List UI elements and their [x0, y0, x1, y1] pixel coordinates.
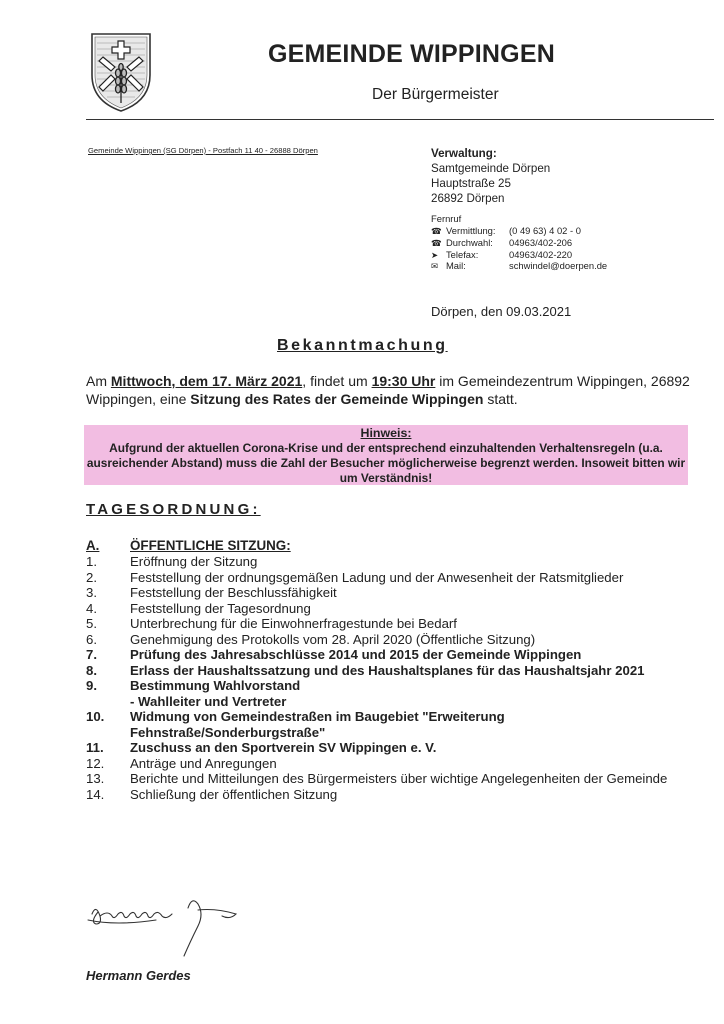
notice-box — [84, 425, 688, 485]
intro-text: im Gemeindezentrum Wippingen, 26892 Wippingen, eine — [86, 373, 690, 407]
contact-value: (0 49 63) 4 02 - 0 — [509, 225, 581, 236]
page-title: GEMEINDE WIPPINGEN — [268, 40, 555, 68]
agenda-item-number: 9. — [86, 678, 97, 693]
agenda-item-text: Widmung von Gemeindestraßen im Baugebiet "Erweiterung Fehnstraße/Sonderburgstraße" — [130, 709, 505, 740]
contact-block — [431, 213, 608, 272]
intro-text: , findet um — [302, 373, 372, 389]
contact-label: Fernruf — [431, 213, 462, 224]
agenda-item — [86, 787, 696, 803]
contact-row — [431, 248, 573, 261]
agenda-item-text: Feststellung der ordnungsgemäßen Ladung und der Anwesenheit der Ratsmitglieder — [130, 569, 624, 585]
meeting-time: 19:30 Uhr — [371, 373, 436, 389]
phone-icon: ☎ — [431, 226, 442, 236]
agenda-item — [86, 771, 696, 787]
agenda-item-number: 13. — [86, 771, 105, 786]
contact-row — [431, 260, 608, 272]
administration-line: Samtgemeinde Dörpen — [431, 162, 551, 175]
agenda-item-text: Feststellung der Tagesordnung — [130, 600, 311, 616]
agenda-item — [86, 647, 696, 663]
agenda-item — [86, 756, 696, 772]
announcement-heading: Bekanntmachung — [277, 337, 448, 354]
agenda-item-text: Feststellung der Beschlussfähigkeit — [130, 585, 337, 600]
contact-key: Telefax: — [446, 248, 479, 260]
section-letter: A. — [86, 538, 100, 553]
agenda-item — [86, 740, 696, 756]
agenda-list — [86, 554, 696, 802]
signer-name: Hermann Gerdes — [86, 968, 191, 983]
section-title: ÖFFENTLICHE SITZUNG: — [130, 538, 291, 553]
agenda-item — [86, 632, 696, 648]
contact-key: Vermittlung: — [446, 225, 496, 236]
agenda-item-text: Schließung der öffentlichen Sitzung — [130, 786, 338, 802]
agenda-item-number: 7. — [86, 647, 97, 662]
mail-icon: ✉ — [431, 261, 439, 272]
agenda-item-number: 5. — [86, 616, 97, 631]
agenda-item-number: 3. — [86, 585, 97, 600]
contact-row — [431, 225, 581, 237]
intro-text: Am — [86, 373, 111, 389]
intro-paragraph — [86, 372, 706, 408]
agenda-item-text: Eröffnung der Sitzung — [130, 554, 258, 569]
agenda-item-text: Anträge und Anregungen — [130, 755, 277, 771]
notice-title: Hinweis: — [360, 426, 412, 440]
meeting-date: Mittwoch, dem 17. März 2021 — [110, 373, 303, 389]
agenda-item-text: Bestimmung Wahlvorstand — [130, 678, 301, 693]
agenda-item-subtext: - Wahlleiter und Vertreter — [130, 693, 287, 709]
fax-icon: ➤ — [431, 249, 439, 260]
agenda-item-number: 6. — [86, 631, 97, 647]
agenda-item-text: Prüfung des Jahresabschlüsse 2014 und 2015 der Gemeinde Wippingen — [130, 647, 582, 662]
contact-email: schwindel@doerpen.de — [509, 260, 608, 272]
page-subtitle: Der Bürgermeister — [372, 86, 499, 103]
contact-value: 04963/402-206 — [509, 236, 573, 248]
intro-text: statt. — [483, 391, 518, 407]
agenda-item — [86, 709, 696, 740]
meeting-name: Sitzung des Rates der Gemeinde Wippingen — [190, 391, 484, 407]
agenda-item-number: 12. — [86, 755, 105, 771]
agenda-item-text: Berichte und Mitteilungen des Bürgermeisters über wichtige Angelegenheiten der Gemeinde — [130, 771, 668, 786]
agenda-item-number: 10. — [86, 709, 105, 724]
agenda-item-number: 1. — [86, 554, 97, 569]
header-divider — [86, 119, 714, 120]
agenda-item-number: 2. — [86, 569, 97, 585]
agenda-item-number: 8. — [86, 662, 97, 678]
agenda-title: TAGESORDNUNG: — [86, 501, 261, 518]
administration-block — [431, 146, 550, 206]
administration-label: Verwaltung: — [431, 147, 497, 160]
agenda-item-number: 11. — [86, 740, 104, 755]
notice-text: Aufgrund der aktuellen Corona-Krise und der entsprechend einzuhaltenden Verhaltensregeln (u.a. ausreichender Abstand) muss die Zahl der Besucher möglicherweise begrenzt werden. Insoweit bitten wir um Verständnis! — [86, 441, 686, 485]
agenda-item-text: Unterbrechung für die Einwohnerfragestunde bei Bedarf — [130, 616, 457, 631]
contact-value: 04963/402-220 — [509, 248, 573, 260]
agenda-item-number: 14. — [86, 786, 105, 802]
agenda-item — [86, 601, 696, 617]
contact-key: Mail: — [446, 260, 466, 272]
agenda-item — [86, 585, 696, 601]
administration-line: 26892 Dörpen — [431, 192, 505, 205]
contact-key: Durchwahl: — [446, 236, 493, 248]
agenda-item — [86, 570, 696, 586]
agenda-item — [86, 663, 696, 679]
sender-address-line: Gemeinde Wippingen (SG Dörpen) - Postfach 11 40 - 26888 Dörpen — [88, 146, 318, 155]
agenda-section-heading — [86, 538, 291, 553]
agenda-item-text: Genehmigung des Protokolls vom 28. April 2020 (Öffentliche Sitzung) — [130, 631, 536, 647]
agenda-item — [86, 616, 696, 632]
phone-icon: ☎ — [431, 237, 442, 248]
agenda-item-number: 4. — [86, 600, 97, 616]
administration-line: Hauptstraße 25 — [431, 177, 511, 190]
handwritten-signature — [86, 880, 266, 962]
contact-row — [431, 236, 573, 249]
agenda-item — [86, 678, 696, 709]
date-line: Dörpen, den 09.03.2021 — [431, 304, 572, 319]
agenda-item-text: Zuschuss an den Sportverein SV Wippingen e. V. — [130, 740, 437, 755]
agenda-item-text: Erlass der Haushaltssatzung und des Haushaltsplanes für das Haushaltsjahr 2021 — [130, 662, 645, 678]
agenda-item — [86, 554, 696, 570]
